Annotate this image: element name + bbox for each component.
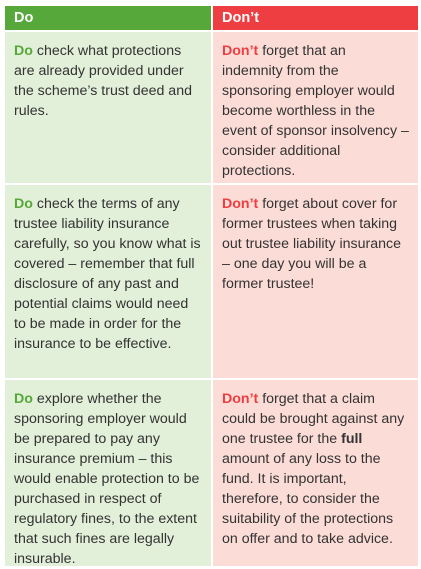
do-cell-3 (5, 380, 211, 566)
emphasis-full: full (341, 431, 363, 447)
do-keyword: Do (14, 391, 33, 407)
do-cell-1 (5, 32, 211, 183)
dont-keyword: Don’t (222, 391, 259, 407)
dont-cell-3 (213, 380, 418, 566)
dont-cell-2 (213, 185, 418, 378)
dont-cell-1 (213, 32, 418, 183)
do-keyword: Do (14, 196, 33, 212)
do-text: check the terms of any trustee liability insurance carefully, so you know what is covered – remember that full disclosure of any past and potential claims would need to be made in order for the insurance to be effective. (14, 196, 201, 352)
dont-column-header: Don’t (213, 6, 418, 30)
dont-keyword: Don’t (222, 43, 259, 59)
dont-text: forget that an indemnity from the sponsoring employer would become worthless in the event of sponsor insolvency – consider additional protections. (222, 43, 409, 179)
dont-keyword: Don’t (222, 196, 259, 212)
do-text: check what protections are already provided under the scheme’s trust deed and rules. (14, 43, 192, 119)
do-cell-2 (5, 185, 211, 378)
dont-text-continued: amount of any loss to the fund. It is important, therefore, to consider the suitability of the protections on offer and to take advice. (222, 451, 394, 547)
dont-text: forget that a claim could be brought against any one trustee for the (222, 391, 405, 447)
dos-and-donts-table (5, 6, 418, 566)
dont-text: forget about cover for former trustees when taking out trustee liability insurance – one day you will be a former trustee! (222, 196, 402, 292)
do-text: explore whether the sponsoring employer would be prepared to pay any insurance premium – this would enable protection to be purchased in respect of regulatory fines, to the extent that such fines are legally insurable. (14, 391, 200, 567)
do-column-header: Do (5, 6, 211, 30)
do-keyword: Do (14, 43, 33, 59)
